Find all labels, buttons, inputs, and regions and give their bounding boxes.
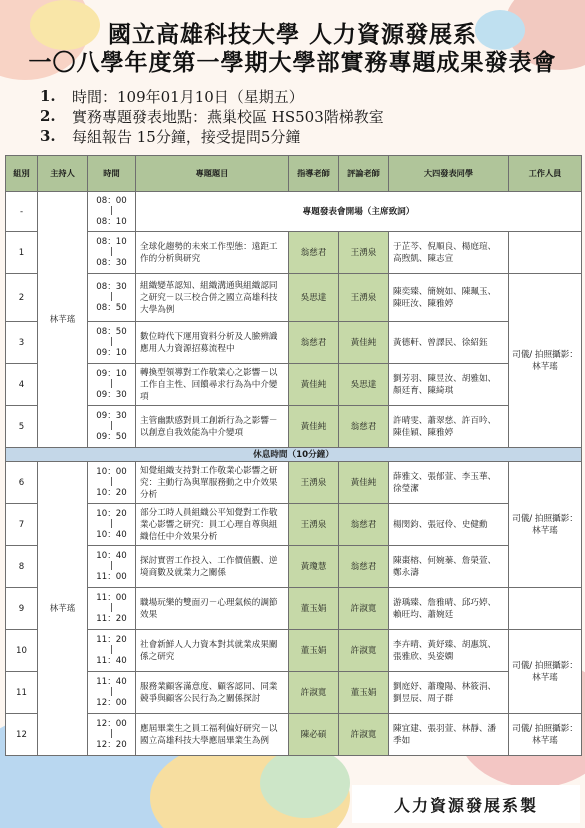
students-cell: 陳宜建、張羽萱、林靜、潘季如 <box>389 714 509 756</box>
page-title-line1: 國立高雄科技大學 人力資源發展系 <box>107 21 477 48</box>
table-row <box>6 192 582 232</box>
table-row <box>6 406 582 448</box>
advisor-cell: 黃佳純 <box>289 406 339 448</box>
topic-cell: 部分工時人員組織公平知覺對工作敬業心影響之研究：員工心理自尊與組織信任中介效果分析 <box>136 504 289 546</box>
students-cell: 薛雅文、張郁萱、李玉華、徐瑩潔 <box>389 462 509 504</box>
reviewer-cell: 許淑寬 <box>339 630 389 672</box>
advisor-cell: 王湧泉 <box>289 462 339 504</box>
reviewer-cell: 許淑寬 <box>339 714 389 756</box>
advisor-cell: 董玉娟 <box>289 630 339 672</box>
advisor-cell: 吳思達 <box>289 274 339 322</box>
students-cell: 陳棗榕、何婉蓁、詹榮萱、鄭永濤 <box>389 546 509 588</box>
topic-cell: 知覺組織支持對工作敬業心影響之研究：主動行為與單服務動之中介效果分析 <box>136 462 289 504</box>
staff-cell: 司儀/ 拍照攝影：林芊瑤 <box>509 462 582 588</box>
group-cell: 10 <box>6 630 38 672</box>
staff-cell: 司儀/ 拍照攝影：林芊瑤 <box>509 630 582 714</box>
students-cell: 游瑀臻、詹雅晴、邱巧婷、賴旺均、蕭婉廷 <box>389 588 509 630</box>
time-cell: 10：40 | 11：00 <box>88 546 136 588</box>
event-info <box>40 86 384 146</box>
topic-cell: 應屆畢業生之員工福利偏好研究－以國立高雄科技大學應屆畢業生為例 <box>136 714 289 756</box>
page-title-line2: 一〇八學年度第一學期大學部實務專題成果發表會 <box>28 49 557 76</box>
advisor-cell: 許淑寬 <box>289 672 339 714</box>
topic-cell: 組織變革認知、組織溝通與組織認同之研究－以三校合併之國立高雄科技大學為例 <box>136 274 289 322</box>
group-cell: 3 <box>6 322 38 364</box>
group-cell: 8 <box>6 546 38 588</box>
staff-cell-empty <box>509 588 582 630</box>
reviewer-cell: 王湧泉 <box>339 232 389 274</box>
group-cell: 5 <box>6 406 38 448</box>
reviewer-cell: 王湧泉 <box>339 274 389 322</box>
topic-cell: 轉換型領導對工作敬業心之影響－以工作自主性、回饋尋求行為為中介變項 <box>136 364 289 406</box>
topic-cell: 服務業顧客滿意度、顧客認同、同業競爭與顧客公民行為之關係探討 <box>136 672 289 714</box>
info-item-location <box>40 106 384 126</box>
time-cell: 11：20 | 11：40 <box>88 630 136 672</box>
group-cell: 1 <box>6 232 38 274</box>
table-row <box>6 364 582 406</box>
advisor-cell: 陳必碩 <box>289 714 339 756</box>
time-cell: 10：00 | 10：20 <box>88 462 136 504</box>
break-row <box>6 448 582 462</box>
group-cell: - <box>6 192 38 232</box>
table-row <box>6 322 582 364</box>
students-cell: 劉庭妤、蕭瓊陽、林筱涓、劉昱辰、周子群 <box>389 672 509 714</box>
break-cell: 休息時間（10分鐘） <box>6 448 582 462</box>
advisor-cell: 翁慈君 <box>289 322 339 364</box>
topic-cell: 全球化趨勢的未來工作型態：遠距工作的分析與研究 <box>136 232 289 274</box>
reviewer-cell: 黃佳純 <box>339 462 389 504</box>
time-cell: 09：30 | 09：50 <box>88 406 136 448</box>
header-advisor: 指導老師 <box>289 156 339 192</box>
time-cell: 11：40 | 12：00 <box>88 672 136 714</box>
reviewer-cell: 董玉娟 <box>339 672 389 714</box>
table-row <box>6 274 582 322</box>
topic-cell: 探討實習工作投入、工作價值觀、逆境商數及就業力之關係 <box>136 546 289 588</box>
time-cell: 12：00 | 12：20 <box>88 714 136 756</box>
info-num: 1. <box>40 87 56 105</box>
reviewer-cell: 黃佳純 <box>339 322 389 364</box>
reviewer-cell: 吳思達 <box>339 364 389 406</box>
info-item-time <box>40 86 384 106</box>
advisor-cell: 董玉娟 <box>289 588 339 630</box>
group-cell: 9 <box>6 588 38 630</box>
info-text: 實務專題發表地點：燕巢校區 HS503階梯教室 <box>72 107 384 126</box>
info-num: 3. <box>40 127 56 145</box>
students-cell: 許晴雯、蕭翠慈、許百吟、陳佳穎、陳雅婷 <box>389 406 509 448</box>
advisor-cell: 黃佳純 <box>289 364 339 406</box>
info-text: 每組報告 15分鐘，接受提問5分鐘 <box>72 127 301 146</box>
header-time: 時間 <box>88 156 136 192</box>
header-group: 組別 <box>6 156 38 192</box>
group-cell: 12 <box>6 714 38 756</box>
time-cell: 10：20 | 10：40 <box>88 504 136 546</box>
staff-cell: 司儀/ 拍照攝影：林芊瑤 <box>509 274 582 448</box>
table-header-row <box>6 156 582 192</box>
advisor-cell: 翁慈君 <box>289 232 339 274</box>
time-cell: 08：00 | 08：10 <box>88 192 136 232</box>
table-row <box>6 462 582 504</box>
header-reviewer: 評論老師 <box>339 156 389 192</box>
topic-cell: 職場玩樂的雙面刃－心理氣候的調節效果 <box>136 588 289 630</box>
table-row <box>6 546 582 588</box>
info-text: 時間：109年01月10日（星期五） <box>72 87 304 106</box>
group-cell: 7 <box>6 504 38 546</box>
footer-credit: 人力資源發展系製 <box>352 785 580 823</box>
host-cell: 林芊瑤 <box>38 462 88 756</box>
header-host: 主持人 <box>38 156 88 192</box>
group-cell: 6 <box>6 462 38 504</box>
time-cell: 08：50 | 09：10 <box>88 322 136 364</box>
topic-cell: 數位時代下運用資料分析及人臉辨識應用人力資源招募流程中 <box>136 322 289 364</box>
header-topic: 專題題目 <box>136 156 289 192</box>
reviewer-cell: 翁慈君 <box>339 406 389 448</box>
host-cell: 林芊瑤 <box>38 192 88 448</box>
header-staff: 工作人員 <box>509 156 582 192</box>
advisor-cell: 王湧泉 <box>289 504 339 546</box>
students-cell: 黃德軒、曾譯民、徐紹鈺 <box>389 322 509 364</box>
info-num: 2. <box>40 107 56 125</box>
topic-cell: 主管幽默感對員工創新行為之影響－以創意自我效能為中介變項 <box>136 406 289 448</box>
staff-cell: 司儀/ 拍照攝影：林芊瑤 <box>509 714 582 756</box>
time-cell: 08：30 | 08：50 <box>88 274 136 322</box>
students-cell: 于芷芩、倪順良、楊庭瑄、高煦凱、陳志宣 <box>389 232 509 274</box>
reviewer-cell: 許淑寬 <box>339 588 389 630</box>
reviewer-cell: 翁慈君 <box>339 546 389 588</box>
students-cell: 李卉晴、黃妤臻、胡惠筑、張雅欣、吳姿嫻 <box>389 630 509 672</box>
info-item-duration <box>40 126 384 146</box>
table-row <box>6 232 582 274</box>
topic-cell: 社會新鮮人人力資本對其就業成果關係之研究 <box>136 630 289 672</box>
table-row <box>6 588 582 630</box>
time-cell: 08：10 | 08：30 <box>88 232 136 274</box>
time-cell: 11：00 | 11：20 <box>88 588 136 630</box>
group-cell: 2 <box>6 274 38 322</box>
opening-cell: 專題發表會開場（主席致詞） <box>136 192 582 232</box>
header-students: 大四發表同學 <box>389 156 509 192</box>
table-row <box>6 714 582 756</box>
students-cell: 劉芳羽、陳昱汝、胡雅如、顏廷育、陳綺琪 <box>389 364 509 406</box>
group-cell: 4 <box>6 364 38 406</box>
students-cell: 楊閔鈞、張冠伶、史健勳 <box>389 504 509 546</box>
schedule-table <box>5 155 582 756</box>
reviewer-cell: 翁慈君 <box>339 504 389 546</box>
group-cell: 11 <box>6 672 38 714</box>
staff-cell-empty <box>509 232 582 274</box>
students-cell: 陳奕臻、簡婉如、陳珮玉、陳旺汝、陳雅婷 <box>389 274 509 322</box>
table-row <box>6 630 582 672</box>
advisor-cell: 黃瓊慧 <box>289 546 339 588</box>
time-cell: 09：10 | 09：30 <box>88 364 136 406</box>
table-row <box>6 504 582 546</box>
table-row <box>6 672 582 714</box>
